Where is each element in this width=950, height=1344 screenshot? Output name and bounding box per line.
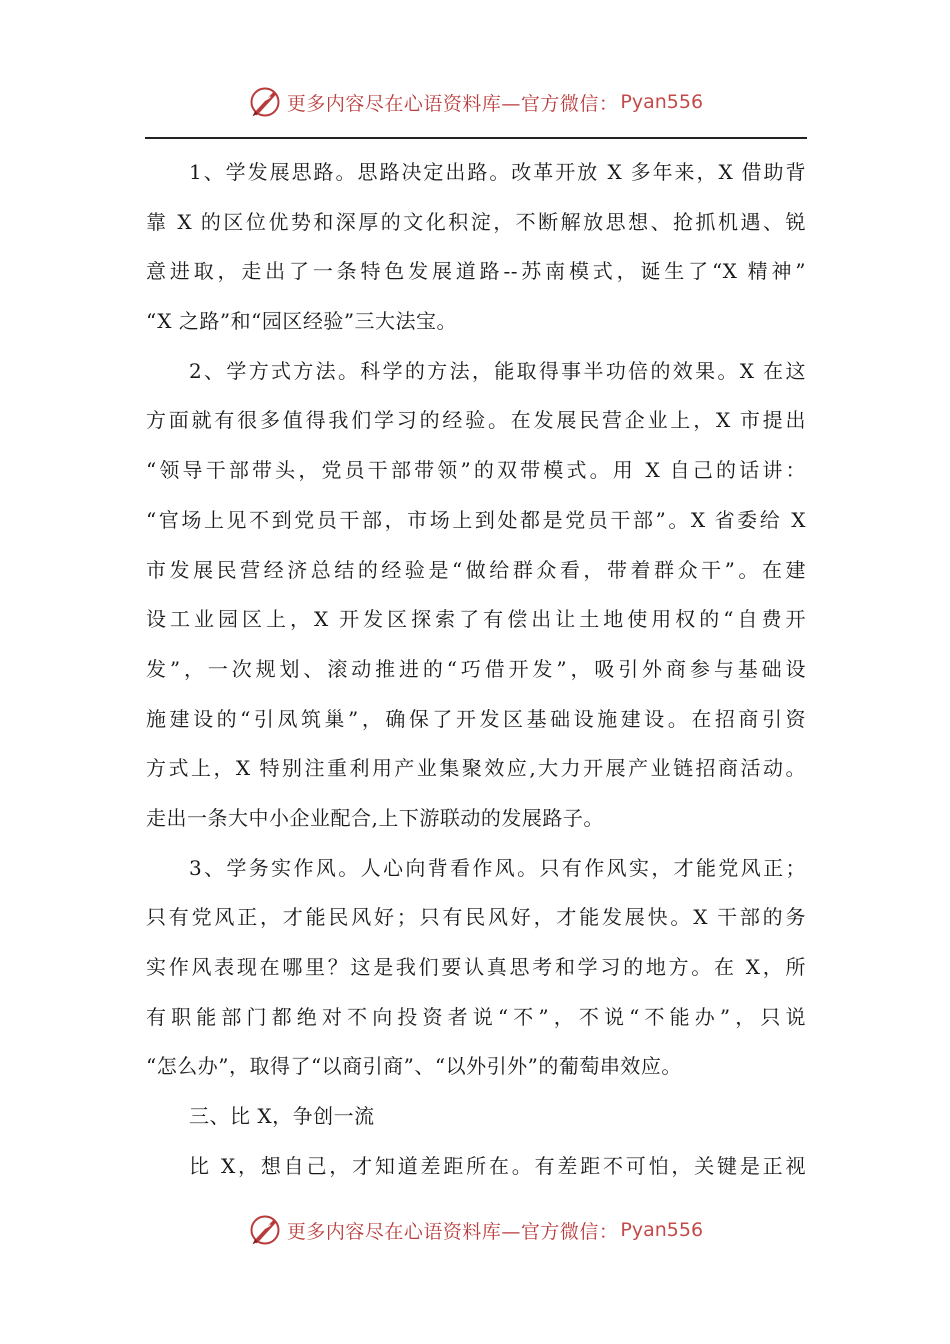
- watermark-banner-bottom: [0, 1210, 950, 1250]
- body-line: 3、学务实作风。人心向背看作风。只有作风实，才能党风正；: [189, 855, 806, 880]
- section-heading: 三、比 X，争创一流: [189, 1104, 375, 1129]
- body-line: 比 X，想自己，才知道差距所在。有差距不可怕，关键是正视: [189, 1153, 806, 1178]
- body-line: 方式上，X 特别注重利用产业集聚效应,大力开展产业链招商活动。: [146, 756, 806, 781]
- body-line: 发”，一次规划、滚动推进的“巧借开发”，吸引外商参与基础设: [146, 656, 806, 681]
- body-line: 靠 X 的区位优势和深厚的文化积淀，不断解放思想、抢抓机遇、锐: [146, 209, 806, 234]
- body-line: “领导干部带头，党员干部带领”的双带模式。用 X 自己的话讲：: [146, 458, 806, 483]
- watermark-banner-top: [0, 82, 950, 122]
- body-line: 只有党风正，才能民风好；只有民风好，才能发展快。X 干部的务: [146, 905, 806, 930]
- body-line: 2、学方式方法。科学的方法，能取得事半功倍的效果。X 在这: [189, 358, 806, 383]
- watermark-text: 更多内容尽在心语资料库—官方微信：: [286, 92, 619, 115]
- watermark-text: 更多内容尽在心语资料库—官方微信：: [286, 1220, 619, 1243]
- body-line: “怎么办”，取得了“以商引商”、“以外引外”的葡萄串效应。: [146, 1054, 682, 1079]
- body-line: 走出一条大中小企业配合,上下游联动的发展路子。: [146, 805, 604, 830]
- body-line: 有职能部门都绝对不向投资者说“不”，不说“不能办”，只说: [146, 1004, 806, 1029]
- body-line: 方面就有很多值得我们学习的经验。在发展民营企业上，X 市提出: [146, 408, 806, 433]
- watermark-wechat-id: Pyan556: [620, 91, 704, 113]
- body-line: 设工业园区上，X 开发区探索了有偿出让土地使用权的“自费开: [146, 607, 806, 632]
- body-line: 实作风表现在哪里？这是我们要认真思考和学习的地方。在 X，所: [146, 955, 806, 979]
- body-line: 1、学发展思路。思路决定出路。改革开放 X 多年来，X 借助背: [189, 160, 806, 184]
- pen-logo-icon: [247, 84, 283, 120]
- header-divider: [145, 137, 807, 139]
- document-body: [146, 148, 806, 1191]
- body-line: 意进取，走出了一条特色发展道路--苏南模式，诞生了“X 精神”: [146, 259, 806, 284]
- body-line: 施建设的“引凤筑巢”，确保了开发区基础设施建设。在招商引资: [146, 706, 806, 731]
- body-line: “官场上见不到党员干部，市场上到处都是党员干部”。X 省委给 X: [146, 507, 806, 532]
- body-line: “X 之路”和“园区经验”三大法宝。: [146, 309, 458, 334]
- watermark-wechat-id: Pyan556: [620, 1219, 704, 1241]
- body-line: 市发展民营经济总结的经验是“做给群众看，带着群众干”。在建: [146, 557, 806, 582]
- pen-logo-icon: [247, 1212, 283, 1248]
